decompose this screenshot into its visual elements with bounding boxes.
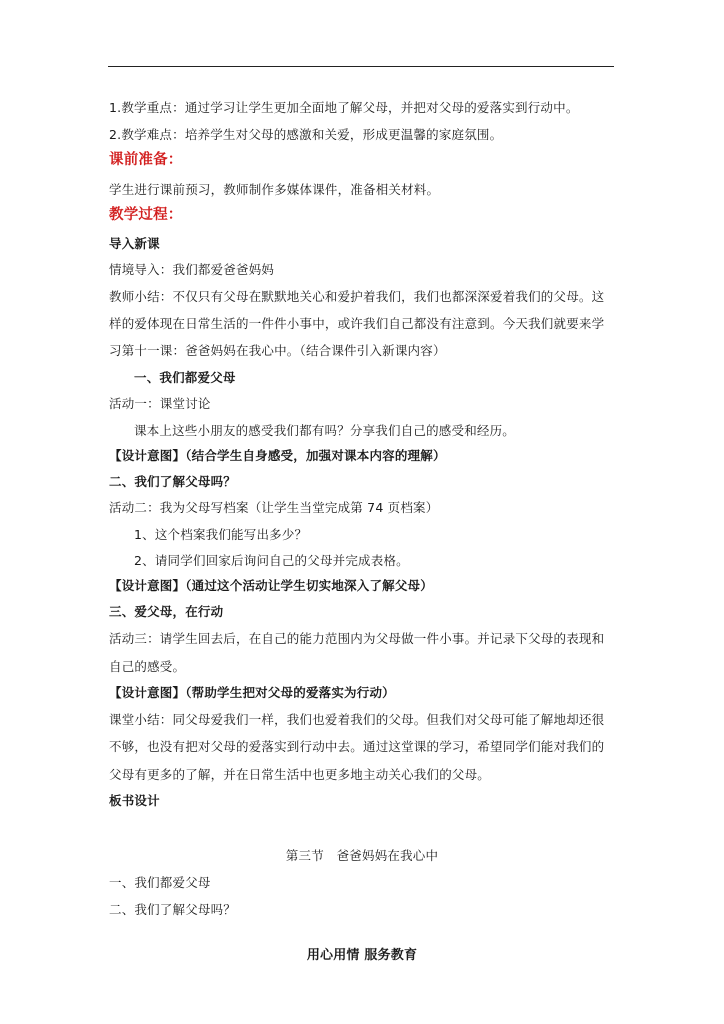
teaching-difficulty: 2.教学难点：培养学生对父母的感激和关爱，形成更温馨的家庭氛围。 bbox=[109, 127, 503, 142]
scenario-intro: 情境导入：我们都爱爸爸妈妈 bbox=[109, 262, 275, 277]
design-intent-1: 【设计意图】（结合学生自身感受，加强对课本内容的理解） bbox=[109, 448, 446, 463]
class-summary-line: 不够，也没有把对父母的爱落实到行动中去。通过这堂课的学习，希望同学们能对我们的 bbox=[109, 739, 605, 754]
class-summary-line: 父母有更多的了解，并在日常生活中也更多地主动关心我们的父母。 bbox=[109, 767, 491, 782]
board-design-heading: 板书设计 bbox=[109, 793, 160, 808]
class-summary-line: 课堂小结：同父母爱我们一样，我们也爱着我们的父母。但我们对父母可能了解地却还很 bbox=[109, 712, 605, 727]
page-footer: 用心用情 服务教育 bbox=[306, 948, 418, 963]
header-rule bbox=[108, 66, 614, 67]
design-intent-2: 【设计意图】（通过这个活动让学生切实地深入了解父母） bbox=[109, 578, 433, 593]
activity-2-item: 2、请同学们回家后询问自己的父母并完成表格。 bbox=[134, 553, 409, 568]
section-3-heading: 三、爱父母，在行动 bbox=[109, 604, 224, 619]
teacher-summary-line: 习第十一课：爸爸妈妈在我心中。（结合课件引入新课内容） bbox=[109, 343, 446, 358]
board-item: 二、我们了解父母吗？ bbox=[109, 902, 237, 917]
prep-text: 学生进行课前预习，教师制作多媒体课件，准备相关材料。 bbox=[109, 182, 440, 197]
activity-2-item: 1、这个档案我们能写出多少？ bbox=[134, 527, 308, 542]
section-1-heading: 一、我们都爱父母 bbox=[134, 370, 236, 385]
process-heading: 教学过程： bbox=[109, 207, 183, 223]
board-item: 一、我们都爱父母 bbox=[109, 875, 211, 890]
teaching-focus: 1.教学重点：通过学习让学生更加全面地了解父母，并把对父母的爱落实到行动中。 bbox=[109, 100, 579, 115]
activity-1-text: 课本上这些小朋友的感受我们都有吗？分享我们自己的感受和经历。 bbox=[134, 423, 516, 438]
intro-heading: 导入新课 bbox=[109, 236, 160, 251]
teacher-summary-line: 样的爱体现在日常生活的一件件小事中，或许我们自己都没有注意到。今天我们就要来学 bbox=[109, 316, 605, 331]
activity-2: 活动二：我为父母写档案（让学生当堂完成第 74 页档案） bbox=[109, 500, 439, 515]
activity-3-line: 活动三：请学生回去后，在自己的能力范围内为父母做一件小事。并记录下父母的表现和 bbox=[109, 631, 605, 646]
prep-heading: 课前准备： bbox=[109, 152, 183, 168]
section-2-heading: 二、我们了解父母吗？ bbox=[109, 474, 237, 489]
teacher-summary-line: 教师小结：不仅只有父母在默默地关心和爱护着我们，我们也都深深爱着我们的父母。这 bbox=[109, 289, 605, 304]
activity-1: 活动一：课堂讨论 bbox=[109, 396, 211, 411]
design-intent-3: 【设计意图】（帮助学生把对父母的爱落实为行动） bbox=[109, 685, 395, 700]
board-title: 第三节 爸爸妈妈在我心中 bbox=[285, 848, 439, 863]
activity-3-line: 自己的感受。 bbox=[109, 659, 186, 674]
